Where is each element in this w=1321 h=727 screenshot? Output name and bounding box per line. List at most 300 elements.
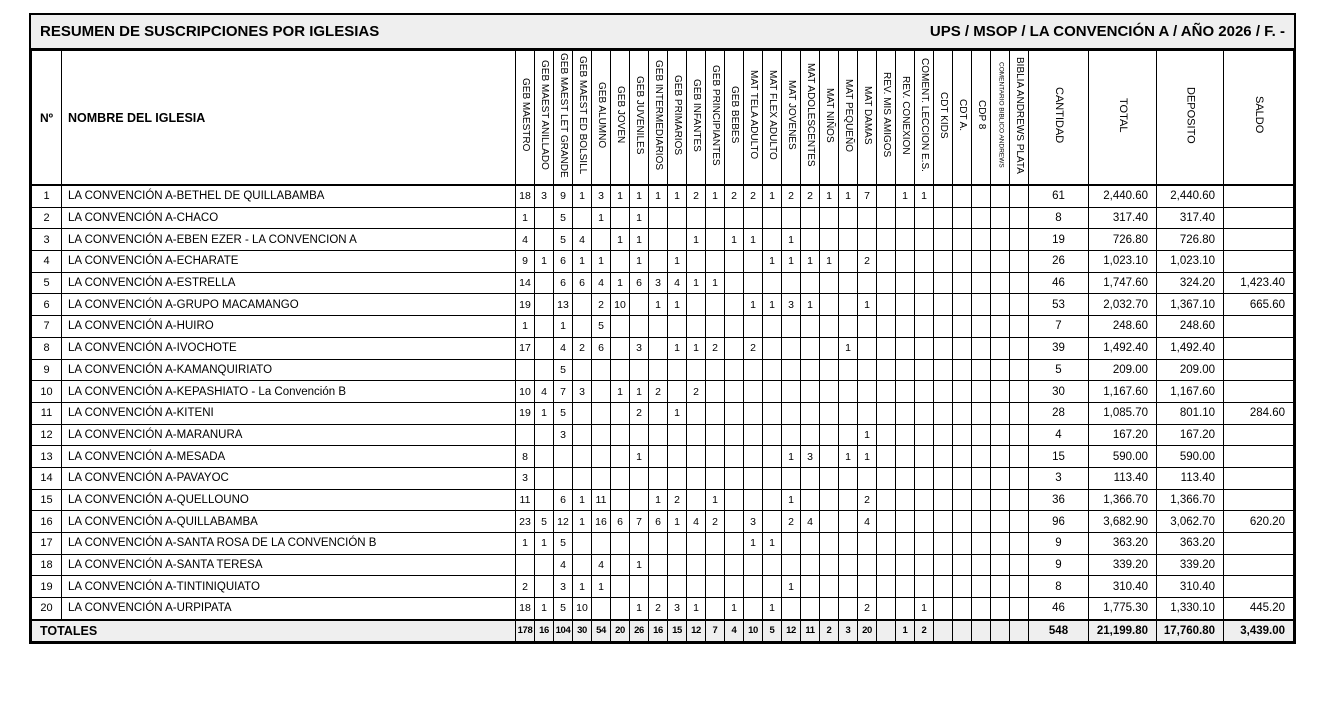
value-cell: [706, 576, 725, 598]
value-cell: 1: [858, 424, 877, 446]
saldo-cell: 665.60: [1224, 294, 1294, 316]
value-cell: 1: [668, 185, 687, 207]
value-cell: 1: [573, 511, 592, 533]
col-header-cantidad: [1029, 51, 1089, 186]
value-cell: [687, 554, 706, 576]
value-cell: [725, 511, 744, 533]
value-cell: [782, 272, 801, 294]
value-cell: [915, 272, 934, 294]
value-cell: [611, 576, 630, 598]
value-cell: [896, 207, 915, 229]
row-number: 7: [32, 316, 62, 338]
col-header-product: [649, 51, 668, 186]
value-cell: [535, 229, 554, 251]
value-cell: [877, 381, 896, 403]
deposito-cell: 209.00: [1157, 359, 1224, 381]
value-cell: [972, 294, 991, 316]
value-cell: 3: [668, 598, 687, 620]
value-cell: [839, 316, 858, 338]
value-cell: 12: [554, 511, 573, 533]
vertical-column-label: GEB MAESTRO: [520, 78, 531, 152]
value-cell: [725, 294, 744, 316]
value-cell: [668, 359, 687, 381]
value-cell: [934, 467, 953, 489]
value-cell: 4: [573, 229, 592, 251]
col-header-product: [991, 51, 1010, 186]
value-cell: [953, 185, 972, 207]
value-cell: [953, 272, 972, 294]
value-cell: [972, 576, 991, 598]
value-cell: [630, 489, 649, 511]
value-cell: 9: [516, 251, 535, 273]
value-cell: [706, 424, 725, 446]
value-cell: [877, 402, 896, 424]
value-cell: [839, 467, 858, 489]
total-cell: 3,682.90: [1089, 511, 1157, 533]
deposito-cell: 1,367.10: [1157, 294, 1224, 316]
value-cell: [858, 402, 877, 424]
totals-value-cell: 2: [820, 620, 839, 642]
value-cell: [763, 489, 782, 511]
value-cell: [839, 576, 858, 598]
report-context: UPS / MSOP / LA CONVENCIÓN A / AÑO 2026 / F. -: [929, 23, 1285, 40]
value-cell: 6: [630, 272, 649, 294]
vertical-column-label: MAT NIÑOS: [824, 87, 835, 143]
vertical-column-label: GEB INTERMEDIARIOS: [653, 59, 664, 170]
church-name: LA CONVENCIÓN A-QUELLOUNO: [62, 489, 516, 511]
value-cell: 1: [630, 185, 649, 207]
col-header-product: [744, 51, 763, 186]
value-cell: 2: [649, 598, 668, 620]
value-cell: [953, 316, 972, 338]
cantidad-cell: 9: [1029, 533, 1089, 555]
value-cell: [668, 446, 687, 468]
value-cell: 2: [858, 251, 877, 273]
row-number: 8: [32, 337, 62, 359]
value-cell: [972, 185, 991, 207]
vertical-column-label: COMENT. LECCION E.S.: [919, 58, 930, 172]
value-cell: [535, 359, 554, 381]
value-cell: [820, 381, 839, 403]
saldo-cell: [1224, 207, 1294, 229]
value-cell: [801, 576, 820, 598]
church-name: LA CONVENCIÓN A-BETHEL DE QUILLABAMBA: [62, 185, 516, 207]
col-header-product: [687, 51, 706, 186]
value-cell: 1: [820, 185, 839, 207]
table-row: [32, 337, 1294, 359]
value-cell: [763, 359, 782, 381]
table-row: [32, 554, 1294, 576]
value-cell: [573, 402, 592, 424]
value-cell: 6: [554, 272, 573, 294]
value-cell: [782, 554, 801, 576]
value-cell: [915, 337, 934, 359]
value-cell: [801, 272, 820, 294]
value-cell: [744, 359, 763, 381]
col-header-product: [573, 51, 592, 186]
value-cell: [763, 316, 782, 338]
value-cell: [668, 381, 687, 403]
saldo-cell: 620.20: [1224, 511, 1294, 533]
value-cell: [649, 229, 668, 251]
value-cell: [991, 185, 1010, 207]
value-cell: 3: [554, 576, 573, 598]
saldo-cell: [1224, 467, 1294, 489]
total-cell: 248.60: [1089, 316, 1157, 338]
value-cell: [877, 533, 896, 555]
value-cell: [953, 337, 972, 359]
value-cell: [820, 359, 839, 381]
value-cell: [687, 359, 706, 381]
value-cell: [820, 272, 839, 294]
table-row: [32, 446, 1294, 468]
value-cell: [687, 316, 706, 338]
col-header-deposito: [1157, 51, 1224, 186]
value-cell: [991, 554, 1010, 576]
value-cell: 1: [668, 294, 687, 316]
value-cell: 1: [839, 446, 858, 468]
value-cell: [858, 316, 877, 338]
cantidad-cell: 36: [1029, 489, 1089, 511]
value-cell: [516, 554, 535, 576]
value-cell: [668, 229, 687, 251]
value-cell: [1010, 424, 1029, 446]
value-cell: 10: [573, 598, 592, 620]
table-row: [32, 489, 1294, 511]
church-name: LA CONVENCIÓN A-EBEN EZER - LA CONVENCION A: [62, 229, 516, 251]
value-cell: 1: [630, 229, 649, 251]
value-cell: [953, 381, 972, 403]
value-cell: [725, 554, 744, 576]
total-cell: 590.00: [1089, 446, 1157, 468]
value-cell: [763, 554, 782, 576]
value-cell: [592, 402, 611, 424]
value-cell: 1: [535, 251, 554, 273]
value-cell: [1010, 402, 1029, 424]
totals-value-cell: 1: [896, 620, 915, 642]
value-cell: [744, 554, 763, 576]
value-cell: 1: [592, 207, 611, 229]
saldo-cell: [1224, 229, 1294, 251]
value-cell: [668, 467, 687, 489]
value-cell: [706, 359, 725, 381]
col-header-product: [934, 51, 953, 186]
value-cell: [725, 316, 744, 338]
value-cell: 2: [744, 185, 763, 207]
value-cell: [839, 251, 858, 273]
vertical-column-label: GEB MAEST ED BOLSILL: [577, 55, 588, 175]
vertical-column-label: REV. MIS AMIGOS: [881, 72, 892, 158]
value-cell: [554, 467, 573, 489]
totals-value-cell: 16: [649, 620, 668, 642]
col-header-saldo: [1224, 51, 1294, 186]
value-cell: [934, 598, 953, 620]
value-cell: [801, 207, 820, 229]
value-cell: [839, 424, 858, 446]
value-cell: [554, 446, 573, 468]
col-header-numero: Nº: [32, 51, 62, 186]
value-cell: [535, 272, 554, 294]
church-name: LA CONVENCIÓN A-IVOCHOTE: [62, 337, 516, 359]
value-cell: 3: [649, 272, 668, 294]
church-name: LA CONVENCIÓN A-ESTRELLA: [62, 272, 516, 294]
value-cell: [896, 576, 915, 598]
value-cell: [877, 316, 896, 338]
vertical-column-label: GEB MAEST ANILLADO: [539, 60, 550, 170]
value-cell: [934, 359, 953, 381]
value-cell: [1010, 489, 1029, 511]
value-cell: [1010, 272, 1029, 294]
value-cell: [839, 511, 858, 533]
total-cell: 363.20: [1089, 533, 1157, 555]
col-header-product: [725, 51, 744, 186]
subscriptions-table: [31, 50, 1294, 642]
value-cell: 1: [858, 446, 877, 468]
value-cell: [706, 229, 725, 251]
total-label: TOTAL: [1117, 97, 1129, 133]
value-cell: [839, 359, 858, 381]
value-cell: [1010, 446, 1029, 468]
value-cell: [972, 316, 991, 338]
row-number: 4: [32, 251, 62, 273]
value-cell: 1: [573, 185, 592, 207]
value-cell: [744, 446, 763, 468]
value-cell: 1: [744, 294, 763, 316]
total-cell: 726.80: [1089, 229, 1157, 251]
table-row: [32, 207, 1294, 229]
value-cell: [801, 381, 820, 403]
value-cell: [858, 467, 877, 489]
vertical-column-label: MAT DAMAS: [862, 85, 873, 145]
value-cell: [592, 359, 611, 381]
value-cell: [725, 424, 744, 446]
value-cell: [820, 576, 839, 598]
value-cell: [649, 446, 668, 468]
deposito-cell: 1,330.10: [1157, 598, 1224, 620]
church-name: LA CONVENCIÓN A-HUIRO: [62, 316, 516, 338]
value-cell: 1: [573, 576, 592, 598]
value-cell: [611, 467, 630, 489]
value-cell: [934, 576, 953, 598]
cantidad-cell: 5: [1029, 359, 1089, 381]
col-header-product: [801, 51, 820, 186]
total-cell: 1,775.30: [1089, 598, 1157, 620]
totals-value-cell: 3: [839, 620, 858, 642]
col-header-nombre: NOMBRE DEL IGLESIA: [62, 51, 516, 186]
report-title: RESUMEN DE SUSCRIPCIONES POR IGLESIAS: [40, 23, 380, 40]
vertical-column-label: GEB JUVENILES: [634, 75, 645, 155]
value-cell: [592, 229, 611, 251]
value-cell: [763, 337, 782, 359]
value-cell: 1: [706, 185, 725, 207]
value-cell: [953, 294, 972, 316]
value-cell: [687, 402, 706, 424]
value-cell: [934, 251, 953, 273]
value-cell: 1: [782, 576, 801, 598]
table-row: [32, 251, 1294, 273]
value-cell: [858, 576, 877, 598]
value-cell: [801, 554, 820, 576]
value-cell: [801, 533, 820, 555]
value-cell: [991, 381, 1010, 403]
totals-value-cell: 12: [782, 620, 801, 642]
value-cell: [915, 467, 934, 489]
value-cell: 7: [554, 381, 573, 403]
value-cell: [839, 489, 858, 511]
value-cell: 1: [858, 294, 877, 316]
vertical-column-label: MAT ADOLESCENTES: [805, 63, 816, 167]
value-cell: 6: [554, 251, 573, 273]
value-cell: [877, 251, 896, 273]
value-cell: [516, 359, 535, 381]
value-cell: [535, 207, 554, 229]
value-cell: 1: [763, 251, 782, 273]
value-cell: [972, 511, 991, 533]
value-cell: [991, 446, 1010, 468]
value-cell: 4: [516, 229, 535, 251]
value-cell: 4: [592, 554, 611, 576]
value-cell: [725, 446, 744, 468]
value-cell: [687, 207, 706, 229]
value-cell: [934, 489, 953, 511]
row-number: 17: [32, 533, 62, 555]
value-cell: [858, 554, 877, 576]
value-cell: [896, 251, 915, 273]
col-header-product: [592, 51, 611, 186]
value-cell: [934, 554, 953, 576]
value-cell: [972, 598, 991, 620]
value-cell: [991, 359, 1010, 381]
value-cell: 4: [858, 511, 877, 533]
value-cell: [877, 207, 896, 229]
value-cell: 1: [706, 489, 725, 511]
value-cell: 2: [725, 185, 744, 207]
value-cell: [649, 337, 668, 359]
church-name: LA CONVENCIÓN A-CHACO: [62, 207, 516, 229]
totals-value-cell: 2: [915, 620, 934, 642]
value-cell: 1: [649, 489, 668, 511]
value-cell: [934, 511, 953, 533]
value-cell: 1: [535, 402, 554, 424]
value-cell: 3: [554, 424, 573, 446]
value-cell: [801, 424, 820, 446]
value-cell: [820, 337, 839, 359]
church-name: LA CONVENCIÓN A-URPIPATA: [62, 598, 516, 620]
value-cell: [953, 402, 972, 424]
value-cell: [934, 185, 953, 207]
value-cell: 2: [592, 294, 611, 316]
value-cell: [896, 402, 915, 424]
value-cell: [573, 207, 592, 229]
value-cell: 1: [896, 185, 915, 207]
value-cell: [592, 381, 611, 403]
value-cell: 1: [611, 185, 630, 207]
vertical-column-label: GEB INFANTES: [691, 78, 702, 152]
vertical-column-label: GEB ALUMNO: [596, 81, 607, 149]
value-cell: [668, 207, 687, 229]
value-cell: [877, 359, 896, 381]
value-cell: 1: [649, 294, 668, 316]
value-cell: [972, 229, 991, 251]
value-cell: [991, 511, 1010, 533]
col-header-product: [839, 51, 858, 186]
value-cell: [915, 576, 934, 598]
value-cell: [763, 576, 782, 598]
church-name: LA CONVENCIÓN A-GRUPO MACAMANGO: [62, 294, 516, 316]
value-cell: [1010, 576, 1029, 598]
value-cell: 5: [554, 359, 573, 381]
deposito-cell: 248.60: [1157, 316, 1224, 338]
saldo-cell: [1224, 337, 1294, 359]
value-cell: 6: [554, 489, 573, 511]
value-cell: [1010, 337, 1029, 359]
totals-saldo-cell: 3,439.00: [1224, 620, 1294, 642]
value-cell: 19: [516, 294, 535, 316]
col-header-product: [972, 51, 991, 186]
value-cell: [801, 316, 820, 338]
value-cell: [630, 316, 649, 338]
value-cell: [915, 511, 934, 533]
value-cell: 2: [687, 185, 706, 207]
value-cell: 3: [573, 381, 592, 403]
value-cell: [573, 533, 592, 555]
totals-value-cell: 20: [611, 620, 630, 642]
church-name: LA CONVENCIÓN A-KITENI: [62, 402, 516, 424]
church-name: LA CONVENCIÓN A-SANTA TERESA: [62, 554, 516, 576]
value-cell: 2: [516, 576, 535, 598]
value-cell: [573, 424, 592, 446]
total-cell: 1,747.60: [1089, 272, 1157, 294]
value-cell: 4: [801, 511, 820, 533]
value-cell: 2: [573, 337, 592, 359]
church-name: LA CONVENCIÓN A-SANTA ROSA DE LA CONVENCIÓN B: [62, 533, 516, 555]
value-cell: [1010, 229, 1029, 251]
value-cell: [611, 207, 630, 229]
col-header-product: [611, 51, 630, 186]
value-cell: [915, 381, 934, 403]
value-cell: [934, 402, 953, 424]
value-cell: [991, 229, 1010, 251]
value-cell: [782, 359, 801, 381]
value-cell: [782, 207, 801, 229]
value-cell: 1: [630, 207, 649, 229]
row-number: 2: [32, 207, 62, 229]
value-cell: [649, 207, 668, 229]
table-row: [32, 598, 1294, 620]
value-cell: [744, 467, 763, 489]
value-cell: 1: [649, 185, 668, 207]
col-header-product: [877, 51, 896, 186]
value-cell: [953, 359, 972, 381]
row-number: 20: [32, 598, 62, 620]
deposito-cell: 363.20: [1157, 533, 1224, 555]
value-cell: [820, 511, 839, 533]
col-header-product: [516, 51, 535, 186]
value-cell: [725, 467, 744, 489]
value-cell: [820, 207, 839, 229]
value-cell: 4: [668, 272, 687, 294]
table-header-row: [32, 51, 1294, 186]
value-cell: [953, 467, 972, 489]
vertical-column-label: CDT KIDS: [938, 91, 949, 139]
value-cell: [649, 251, 668, 273]
value-cell: [668, 316, 687, 338]
value-cell: [934, 446, 953, 468]
value-cell: [687, 467, 706, 489]
value-cell: 1: [801, 251, 820, 273]
value-cell: [611, 316, 630, 338]
value-cell: [972, 207, 991, 229]
